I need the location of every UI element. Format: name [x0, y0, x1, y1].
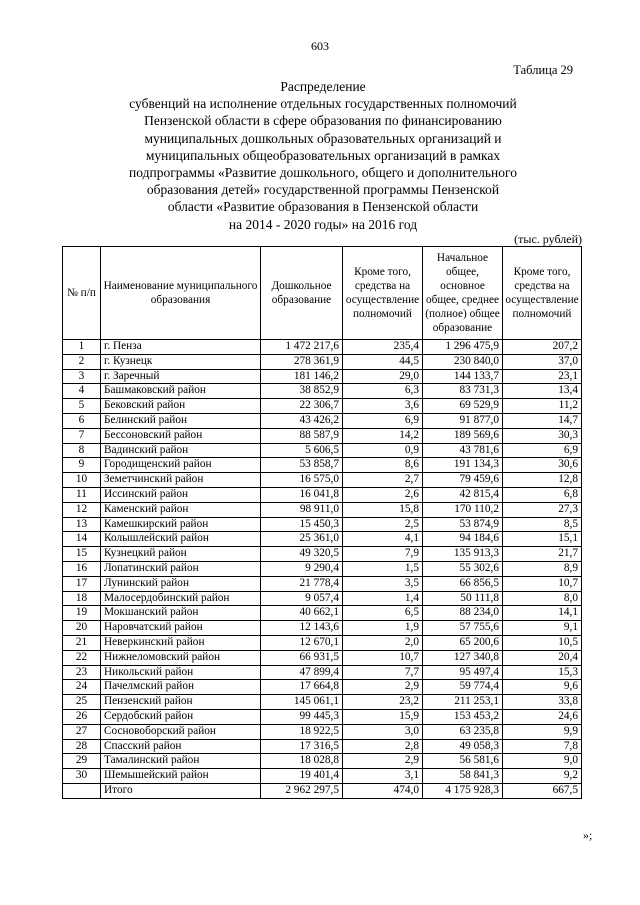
cell-e1: 2,0 — [343, 635, 423, 650]
cell-e1: 2,8 — [343, 739, 423, 754]
cell-n: 3 — [63, 369, 101, 384]
table-row — [63, 354, 582, 369]
total-cell-e2: 667,5 — [503, 783, 582, 798]
table-row — [63, 443, 582, 458]
cell-gen: 135 913,3 — [423, 547, 503, 562]
cell-pre: 38 852,9 — [261, 384, 343, 399]
cell-pre: 49 320,5 — [261, 547, 343, 562]
cell-e2: 9,2 — [503, 769, 582, 784]
cell-n: 11 — [63, 487, 101, 502]
cell-e1: 2,6 — [343, 487, 423, 502]
cell-pre: 12 670,1 — [261, 635, 343, 650]
cell-e2: 30,6 — [503, 458, 582, 473]
cell-gen: 153 453,2 — [423, 709, 503, 724]
header-preschool: Дошкольное образование — [261, 247, 343, 340]
cell-pre: 9 290,4 — [261, 561, 343, 576]
table-row — [63, 532, 582, 547]
cell-name: Сосновоборский район — [101, 724, 261, 739]
units-label: (тыс. рублей) — [514, 232, 582, 246]
page-number: 603 — [311, 39, 329, 53]
cell-pre: 16 041,8 — [261, 487, 343, 502]
cell-name: Бековский район — [101, 399, 261, 414]
cell-n: 8 — [63, 443, 101, 458]
cell-pre: 15 450,3 — [261, 517, 343, 532]
total-cell-empty — [63, 783, 101, 798]
cell-pre: 145 061,1 — [261, 695, 343, 710]
cell-pre: 278 361,9 — [261, 354, 343, 369]
cell-gen: 1 296 475,9 — [423, 340, 503, 355]
cell-e2: 37,0 — [503, 354, 582, 369]
cell-e1: 44,5 — [343, 354, 423, 369]
table-row — [63, 591, 582, 606]
cell-e2: 33,8 — [503, 695, 582, 710]
cell-e1: 1,4 — [343, 591, 423, 606]
table-body — [63, 340, 582, 799]
closing-mark: »; — [583, 828, 593, 842]
header-num: № п/п — [63, 247, 101, 340]
cell-e2: 9,0 — [503, 754, 582, 769]
cell-e2: 15,3 — [503, 665, 582, 680]
cell-n: 17 — [63, 576, 101, 591]
cell-pre: 53 858,7 — [261, 458, 343, 473]
cell-name: г. Пенза — [101, 340, 261, 355]
cell-e1: 3,0 — [343, 724, 423, 739]
cell-e2: 15,1 — [503, 532, 582, 547]
cell-n: 5 — [63, 399, 101, 414]
cell-n: 2 — [63, 354, 101, 369]
cell-gen: 127 340,8 — [423, 650, 503, 665]
cell-gen: 95 497,4 — [423, 665, 503, 680]
title-line: Распределение — [280, 79, 366, 94]
cell-pre: 98 911,0 — [261, 502, 343, 517]
cell-name: Малосердобинский район — [101, 591, 261, 606]
cell-e1: 4,1 — [343, 532, 423, 547]
cell-n: 25 — [63, 695, 101, 710]
cell-n: 13 — [63, 517, 101, 532]
cell-pre: 22 306,7 — [261, 399, 343, 414]
table-row — [63, 399, 582, 414]
table-row — [63, 502, 582, 517]
title-line: субвенций на исполнение отдельных государственных полномочий — [129, 96, 517, 112]
cell-n: 6 — [63, 413, 101, 428]
cell-e1: 14,2 — [343, 428, 423, 443]
table-row — [63, 680, 582, 695]
cell-pre: 25 361,0 — [261, 532, 343, 547]
cell-e1: 3,5 — [343, 576, 423, 591]
table-row — [63, 547, 582, 562]
header-general: Начальное общее, основное общее, среднее (полное) общее образование — [423, 247, 503, 340]
cell-name: Белинский район — [101, 413, 261, 428]
cell-e2: 8,0 — [503, 591, 582, 606]
cell-name: Иссинский район — [101, 487, 261, 502]
table-row — [63, 517, 582, 532]
cell-e2: 11,2 — [503, 399, 582, 414]
cell-n: 27 — [63, 724, 101, 739]
cell-pre: 66 931,5 — [261, 650, 343, 665]
table-row — [63, 754, 582, 769]
cell-e2: 21,7 — [503, 547, 582, 562]
cell-e1: 2,9 — [343, 680, 423, 695]
cell-e2: 10,7 — [503, 576, 582, 591]
cell-gen: 65 200,6 — [423, 635, 503, 650]
cell-name: Мокшанский район — [101, 606, 261, 621]
cell-pre: 21 778,4 — [261, 576, 343, 591]
table-row — [63, 635, 582, 650]
cell-pre: 9 057,4 — [261, 591, 343, 606]
cell-e1: 3,1 — [343, 769, 423, 784]
cell-name: Пачелмский район — [101, 680, 261, 695]
cell-gen: 59 774,4 — [423, 680, 503, 695]
table-row — [63, 606, 582, 621]
cell-n: 20 — [63, 621, 101, 636]
cell-e2: 207,2 — [503, 340, 582, 355]
cell-gen: 57 755,6 — [423, 621, 503, 636]
cell-e1: 2,7 — [343, 473, 423, 488]
total-row — [63, 783, 582, 798]
cell-n: 19 — [63, 606, 101, 621]
table-row — [63, 576, 582, 591]
table-row — [63, 665, 582, 680]
cell-gen: 170 110,2 — [423, 502, 503, 517]
cell-n: 16 — [63, 561, 101, 576]
table-row — [63, 561, 582, 576]
table-row — [63, 724, 582, 739]
cell-name: Спасский район — [101, 739, 261, 754]
cell-e2: 7,8 — [503, 739, 582, 754]
cell-pre: 16 575,0 — [261, 473, 343, 488]
table-row — [63, 739, 582, 754]
header-extra-2: Кроме того, средства на осуществление полномочий — [503, 247, 582, 340]
cell-e1: 29,0 — [343, 369, 423, 384]
cell-n: 4 — [63, 384, 101, 399]
cell-name: г. Заречный — [101, 369, 261, 384]
table-row — [63, 369, 582, 384]
cell-name: Бессоновский район — [101, 428, 261, 443]
cell-n: 14 — [63, 532, 101, 547]
cell-n: 12 — [63, 502, 101, 517]
cell-n: 30 — [63, 769, 101, 784]
header-extra-1: Кроме того, средства на осуществление полномочий — [343, 247, 423, 340]
cell-n: 23 — [63, 665, 101, 680]
cell-e2: 24,6 — [503, 709, 582, 724]
cell-e2: 8,5 — [503, 517, 582, 532]
document-title — [88, 78, 558, 233]
title-line: образования детей» государственной программы Пензенской — [146, 182, 500, 198]
cell-name: Кузнецкий район — [101, 547, 261, 562]
cell-gen: 50 111,8 — [423, 591, 503, 606]
cell-e1: 3,6 — [343, 399, 423, 414]
cell-name: Земетчинский район — [101, 473, 261, 488]
cell-pre: 18 028,8 — [261, 754, 343, 769]
cell-e1: 0,9 — [343, 443, 423, 458]
cell-pre: 47 899,4 — [261, 665, 343, 680]
cell-gen: 191 134,3 — [423, 458, 503, 473]
cell-n: 29 — [63, 754, 101, 769]
cell-e1: 6,5 — [343, 606, 423, 621]
cell-e2: 14,1 — [503, 606, 582, 621]
cell-e1: 235,4 — [343, 340, 423, 355]
cell-gen: 79 459,6 — [423, 473, 503, 488]
cell-gen: 189 569,6 — [423, 428, 503, 443]
cell-e2: 10,5 — [503, 635, 582, 650]
cell-gen: 63 235,8 — [423, 724, 503, 739]
total-cell-label: Итого — [101, 783, 261, 798]
cell-e2: 27,3 — [503, 502, 582, 517]
cell-gen: 55 302,6 — [423, 561, 503, 576]
cell-gen: 56 581,6 — [423, 754, 503, 769]
cell-name: Сердобский район — [101, 709, 261, 724]
cell-e2: 14,7 — [503, 413, 582, 428]
table-header-row — [63, 247, 582, 340]
cell-e1: 8,6 — [343, 458, 423, 473]
total-cell-pre: 2 962 297,5 — [261, 783, 343, 798]
cell-e1: 2,9 — [343, 754, 423, 769]
cell-e2: 8,9 — [503, 561, 582, 576]
header-name: Наименование муниципального образования — [101, 247, 261, 340]
cell-e2: 6,9 — [503, 443, 582, 458]
cell-name: Вадинский район — [101, 443, 261, 458]
cell-gen: 69 529,9 — [423, 399, 503, 414]
cell-e2: 13,4 — [503, 384, 582, 399]
cell-e1: 7,7 — [343, 665, 423, 680]
cell-e1: 10,7 — [343, 650, 423, 665]
title-line: области «Развитие образования в Пензенской области — [167, 199, 479, 215]
cell-name: Неверкинский район — [101, 635, 261, 650]
cell-gen: 94 184,6 — [423, 532, 503, 547]
cell-name: Нижнеломовский район — [101, 650, 261, 665]
cell-name: г. Кузнецк — [101, 354, 261, 369]
cell-gen: 83 731,3 — [423, 384, 503, 399]
title-line: Пензенской области в сфере образования по финансированию — [144, 113, 502, 129]
cell-pre: 1 472 217,6 — [261, 340, 343, 355]
cell-n: 28 — [63, 739, 101, 754]
cell-name: Никольский район — [101, 665, 261, 680]
cell-pre: 99 445,3 — [261, 709, 343, 724]
cell-name: Лопатинский район — [101, 561, 261, 576]
cell-pre: 5 606,5 — [261, 443, 343, 458]
cell-name: Камешкирский район — [101, 517, 261, 532]
cell-pre: 17 664,8 — [261, 680, 343, 695]
title-line: подпрограммы «Развитие дошкольного, общего и дополнительного — [129, 165, 517, 181]
cell-gen: 66 856,5 — [423, 576, 503, 591]
cell-e2: 9,9 — [503, 724, 582, 739]
cell-e1: 1,5 — [343, 561, 423, 576]
table-row — [63, 650, 582, 665]
cell-name: Каменский район — [101, 502, 261, 517]
cell-n: 22 — [63, 650, 101, 665]
title-line: муниципальных дошкольных образовательных организаций и — [144, 130, 502, 146]
cell-gen: 88 234,0 — [423, 606, 503, 621]
cell-e1: 6,9 — [343, 413, 423, 428]
cell-e1: 6,3 — [343, 384, 423, 399]
cell-n: 1 — [63, 340, 101, 355]
cell-n: 15 — [63, 547, 101, 562]
table-row — [63, 769, 582, 784]
cell-gen: 230 840,0 — [423, 354, 503, 369]
cell-gen: 42 815,4 — [423, 487, 503, 502]
cell-e2: 9,6 — [503, 680, 582, 695]
cell-name: Лунинский район — [101, 576, 261, 591]
cell-name: Шемышейский район — [101, 769, 261, 784]
cell-name: Пензенский район — [101, 695, 261, 710]
cell-n: 7 — [63, 428, 101, 443]
cell-e2: 30,3 — [503, 428, 582, 443]
cell-e1: 7,9 — [343, 547, 423, 562]
table-row — [63, 428, 582, 443]
title-line: муниципальных общеобразовательных организаций в рамках — [145, 147, 501, 163]
cell-gen: 43 781,6 — [423, 443, 503, 458]
cell-name: Городищенский район — [101, 458, 261, 473]
cell-pre: 181 146,2 — [261, 369, 343, 384]
cell-n: 10 — [63, 473, 101, 488]
cell-gen: 53 874,9 — [423, 517, 503, 532]
cell-name: Башмаковский район — [101, 384, 261, 399]
cell-e2: 23,1 — [503, 369, 582, 384]
table-row — [63, 340, 582, 355]
cell-e1: 1,9 — [343, 621, 423, 636]
total-cell-gen: 4 175 928,3 — [423, 783, 503, 798]
cell-pre: 18 922,5 — [261, 724, 343, 739]
table-row — [63, 413, 582, 428]
table-row — [63, 487, 582, 502]
cell-pre: 40 662,1 — [261, 606, 343, 621]
total-cell-e1: 474,0 — [343, 783, 423, 798]
cell-gen: 91 877,0 — [423, 413, 503, 428]
cell-n: 21 — [63, 635, 101, 650]
subsidy-table — [62, 246, 582, 799]
cell-e1: 15,8 — [343, 502, 423, 517]
cell-n: 24 — [63, 680, 101, 695]
cell-pre: 12 143,6 — [261, 621, 343, 636]
cell-gen: 211 253,1 — [423, 695, 503, 710]
cell-gen: 58 841,3 — [423, 769, 503, 784]
cell-gen: 144 133,7 — [423, 369, 503, 384]
table-row — [63, 621, 582, 636]
cell-e1: 23,2 — [343, 695, 423, 710]
cell-e1: 2,5 — [343, 517, 423, 532]
cell-e2: 6,8 — [503, 487, 582, 502]
cell-name: Наровчатский район — [101, 621, 261, 636]
cell-e2: 20,4 — [503, 650, 582, 665]
cell-gen: 49 058,3 — [423, 739, 503, 754]
cell-name: Тамалинский район — [101, 754, 261, 769]
table-label: Таблица 29 — [513, 63, 573, 77]
cell-e2: 12,8 — [503, 473, 582, 488]
table-row — [63, 384, 582, 399]
table-row — [63, 709, 582, 724]
cell-e1: 15,9 — [343, 709, 423, 724]
table-row — [63, 458, 582, 473]
cell-n: 26 — [63, 709, 101, 724]
cell-e2: 9,1 — [503, 621, 582, 636]
cell-pre: 17 316,5 — [261, 739, 343, 754]
title-line: на 2014 - 2020 годы» на 2016 год — [228, 216, 418, 232]
cell-n: 9 — [63, 458, 101, 473]
table-row — [63, 473, 582, 488]
cell-pre: 19 401,4 — [261, 769, 343, 784]
cell-name: Колышлейский район — [101, 532, 261, 547]
cell-n: 18 — [63, 591, 101, 606]
cell-pre: 43 426,2 — [261, 413, 343, 428]
cell-pre: 88 587,9 — [261, 428, 343, 443]
table-row — [63, 695, 582, 710]
